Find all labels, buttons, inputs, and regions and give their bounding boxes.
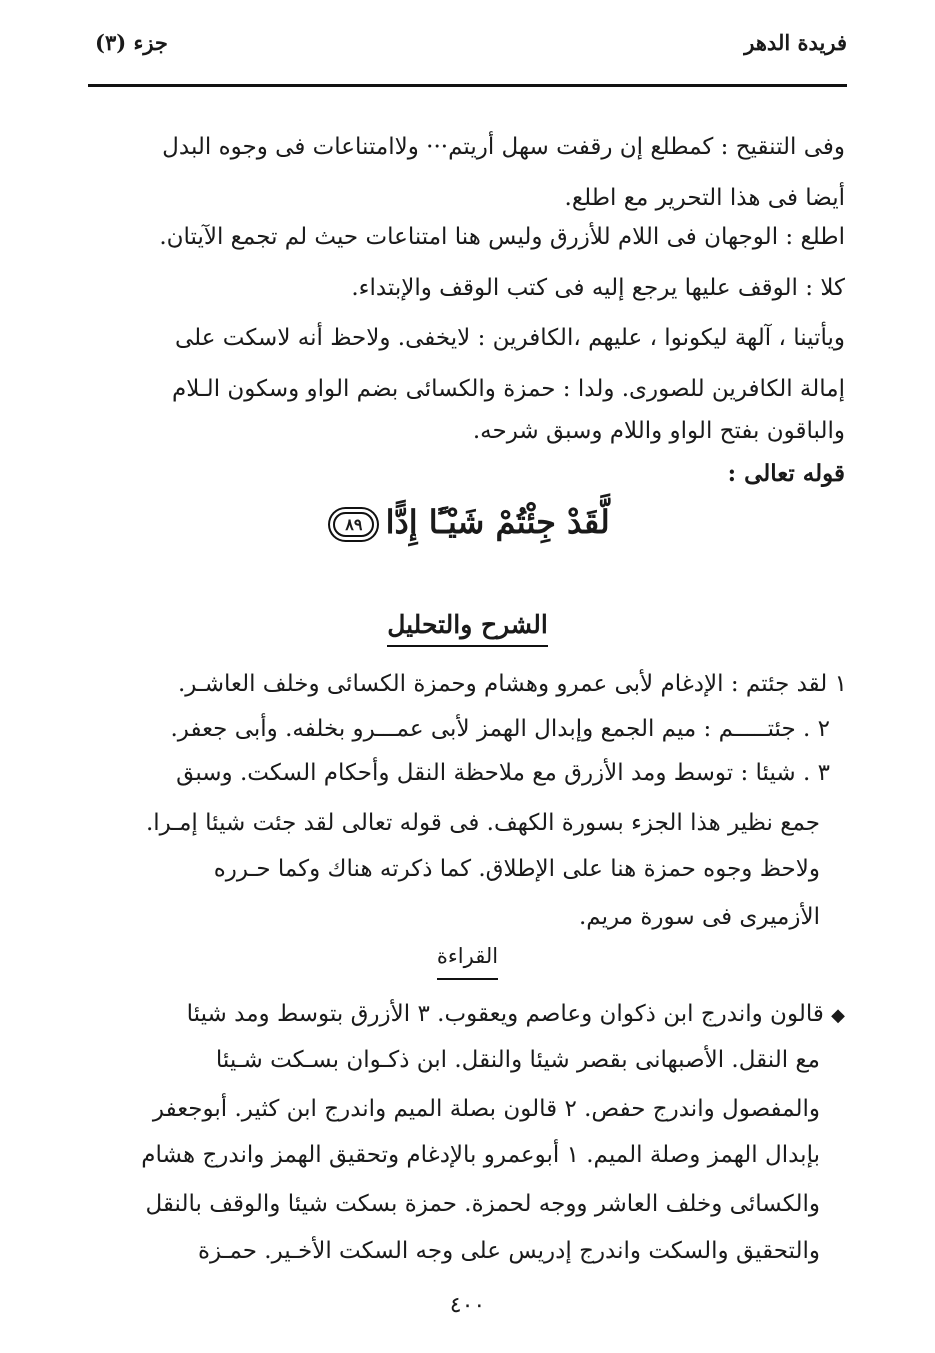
readings-line: بإبدال الهمز وصلة الميم. ١ أبوعمرو بالإدغام وتحقيق الهمز واندرج هشام [141,1142,820,1168]
readings-line: والكسائى وخلف العاشر ووجه لحمزة. حمزة بسكت شيئا والوقف بالنقل [145,1191,820,1217]
book-title: فريدة الدهر [744,30,847,55]
header-rule [88,84,847,87]
ayah-number-marker: ٨٩ [333,512,374,537]
quran-verse [0,503,935,541]
explanation-line: ٣ . شيئا : توسط ومد الأزرق مع ملاحظة النقل وأحكام السكت. وسبق [176,760,830,786]
subsection-heading [0,944,935,980]
explanation-heading: الشرح والتحليل [387,610,548,647]
explanation-line: ٢ . جئتـــــم : ميم الجمع وإبدال الهمز لأبى عمـــرو بخلفه. وأبى جعفر. [170,716,830,742]
verse-intro: قوله تعالى : [727,460,845,487]
readings-line: والمفصول واندرج حفص. ٢ قالون بصلة الميم واندرج ابن كثير. أبوجعفر [152,1096,820,1122]
page-number: ٤٠٠ [449,1293,486,1318]
readings-line: مع النقل. الأصبهانى بقصر شيئا والنقل. ابن ذكـوان بسـكت شـيئا [215,1047,820,1073]
verse-text: لَّقَدْ جِئْتُمْ شَيْـًٔا إِدًّا [385,503,610,541]
text-line: إمالة الكافرين للصورى. ولدا : حمزة والكسائى بضم الواو وسكون الـلام [171,376,845,402]
readings-heading: القراءة [437,944,498,980]
text-line: كلا : الوقف عليها يرجع إليه فى كتب الوقف والإبتداء. [351,275,845,301]
text-line: اطلع : الوجهان فى اللام للأزرق وليس هنا امتناعات حيث لم تجمع الآيتان. [159,224,845,250]
section-heading [0,610,935,647]
part-number: جزء (٣) [95,30,168,55]
explanation-line: ولاحظ وجوه حمزة هنا على الإطلاق. كما ذكرته هناك وكما حـرره [213,856,820,882]
explanation-line: جمع نظير هذا الجزء بسورة الكهف. فى قوله تعالى لقد جئت شيئا إمـرا. [145,810,820,836]
text-line: ويأتينا ، آلهة ليكونوا ، عليهم ،الكافرين : لايخفى. ولاحظ أنه لاسكت على [174,325,845,351]
readings-text: قالون واندرج ابن ذكوان وعاصم ويعقوب. ٣ الأزرق بتوسط ومد شيئا [186,1001,824,1027]
explanation-line: الأزميرى فى سورة مريم. [578,904,820,930]
text-line: أيضا فى هذا التحرير مع اطلع. [564,185,845,211]
text-line: والباقون بفتح الواو واللام وسبق شرحه. [472,418,845,444]
bullet-icon: ◆ [831,1005,845,1026]
text-line: وفى التنقيح : كمطلع إن رقفت سهل أريتم··· ولاامتناعات فى وجوه البدل [162,134,845,160]
readings-line: والتحقيق والسكت واندرج إدريس على وجه السكت الأخـير. حمـزة [198,1238,820,1264]
explanation-line: ١ لقد جئتم : الإدغام لأبى عمرو وهشام وحمزة الكسائى وخلف العاشـر. [177,671,847,697]
readings-line [90,1003,845,1026]
